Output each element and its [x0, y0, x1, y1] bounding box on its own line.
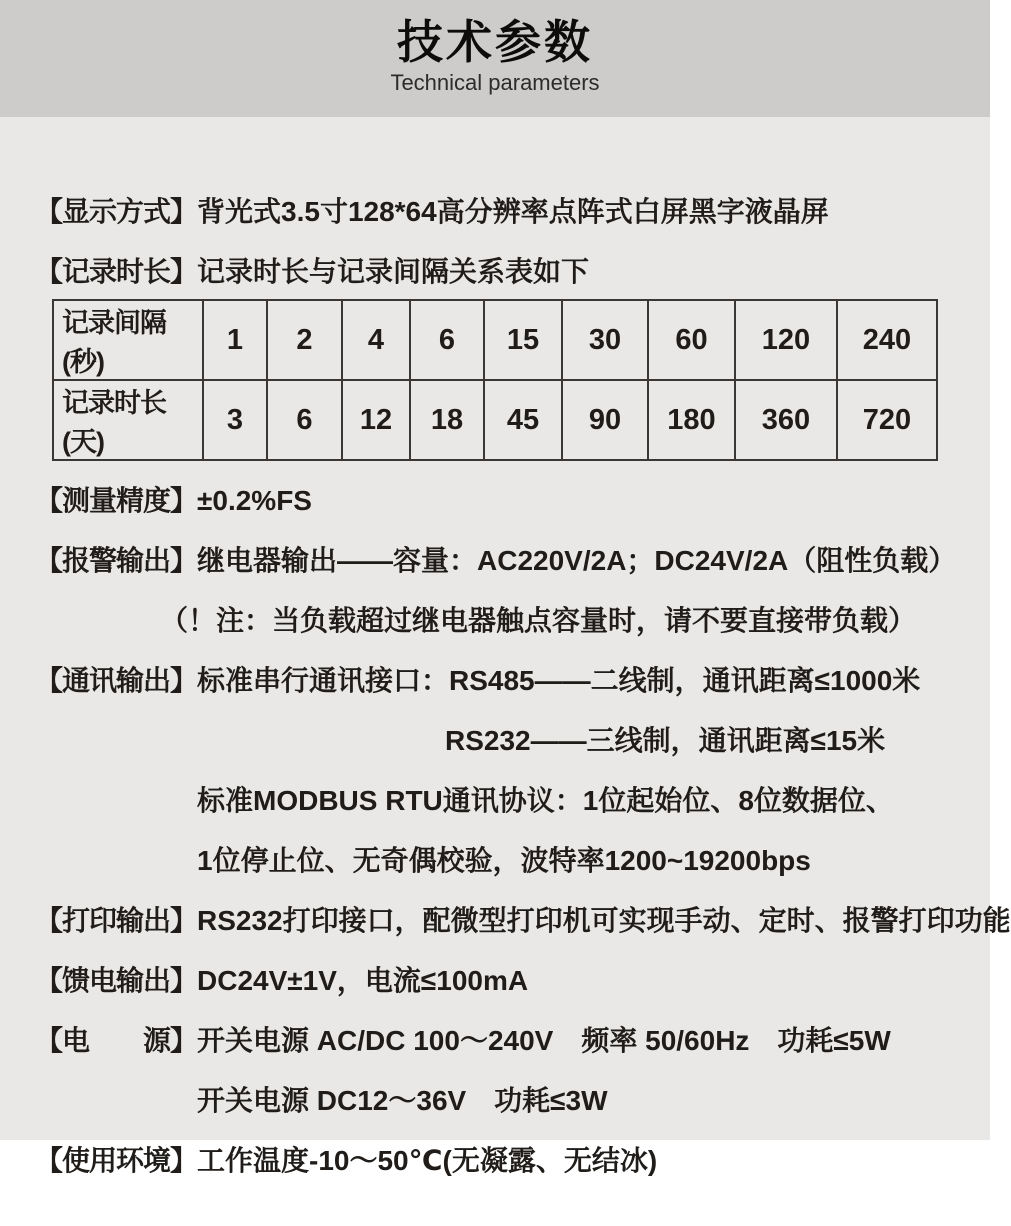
- table-cell: 6: [267, 380, 342, 460]
- spec-value: 记录时长与记录间隔关系表如下: [197, 256, 590, 287]
- spec-row-record: [35, 257, 955, 287]
- spec-note: （！注：当负载超过继电器触点容量时，请不要直接带负载）: [160, 605, 917, 636]
- table-cell: 240: [837, 300, 937, 380]
- table-cell: 3: [203, 380, 267, 460]
- spec-label: 【显示方式】: [35, 196, 198, 227]
- spec-list: [0, 117, 1011, 1226]
- spec-value: DC24V±1V，电流≤100mA: [197, 965, 529, 996]
- record-interval-table: [52, 299, 938, 461]
- table-cell: 15: [484, 300, 562, 380]
- spec-value: RS232打印接口，配微型打印机可实现手动、定时、报警打印功能: [197, 905, 1011, 936]
- table-cell: 90: [562, 380, 648, 460]
- spec-value: 1位停止位、无奇偶校验，波特率1200~19200bps: [197, 845, 811, 876]
- table-cell: 180: [648, 380, 735, 460]
- spec-label: 【记录时长】: [35, 256, 198, 287]
- spec-label: 【电 源】: [35, 1025, 198, 1056]
- spec-row-comm-modbus: [35, 786, 955, 816]
- page-subtitle: Technical parameters: [390, 70, 600, 95]
- spec-row-alarm-note: [35, 606, 955, 636]
- spec-label: 【使用环境】: [35, 1145, 198, 1176]
- spec-value: 标准MODBUS RTU通讯协议：1位起始位、8位数据位、: [197, 785, 894, 816]
- table-cell: 6: [410, 300, 484, 380]
- spec-value: RS232——三线制，通讯距离≤15米: [445, 725, 886, 756]
- table-cell: 360: [735, 380, 837, 460]
- page-title: 技术参数: [397, 16, 593, 68]
- spec-row-print: [35, 905, 1011, 936]
- table-row-header: 记录时长(天): [53, 380, 203, 460]
- table-cell: 45: [484, 380, 562, 460]
- table-cell: 30: [562, 300, 648, 380]
- spec-value: 标准串行通讯接口：RS485——二线制，通讯距离≤1000米: [197, 665, 921, 696]
- header-band: [0, 0, 990, 117]
- spec-row-power: [35, 1026, 955, 1056]
- table-cell: 18: [410, 380, 484, 460]
- table-cell: 1: [203, 300, 267, 380]
- spec-row-accuracy: [35, 486, 955, 516]
- spec-value: 工作温度-10～50℃(无凝露、无结冰): [197, 1145, 658, 1176]
- table-cell: 2: [267, 300, 342, 380]
- spec-row-env: [35, 1146, 955, 1176]
- spec-row-display: [35, 197, 955, 227]
- table-cell: 12: [342, 380, 410, 460]
- table-cell: 120: [735, 300, 837, 380]
- spec-value: ±0.2%FS: [197, 485, 312, 516]
- spec-row-alarm: [35, 546, 955, 576]
- table-cell: 60: [648, 300, 735, 380]
- spec-value: 开关电源 AC/DC 100～240V 频率 50/60Hz 功耗≤5W: [197, 1025, 891, 1056]
- spec-value: 继电器输出——容量：AC220V/2A；DC24V/2A（阻性负载）: [197, 545, 957, 576]
- spec-row-power-dc: [35, 1086, 955, 1116]
- spec-label: 【测量精度】: [35, 485, 198, 516]
- table-row: [53, 300, 937, 380]
- table-cell: 720: [837, 380, 937, 460]
- spec-row-comm-rs232: [35, 726, 955, 756]
- table-row: [53, 380, 937, 460]
- spec-label: 【通讯输出】: [35, 665, 198, 696]
- spec-label: 【报警输出】: [35, 545, 198, 576]
- spec-row-comm-stopbit: [35, 846, 955, 876]
- spec-label: 【打印输出】: [35, 905, 198, 936]
- table-cell: 4: [342, 300, 410, 380]
- spec-value: 开关电源 DC12～36V 功耗≤3W: [197, 1085, 608, 1116]
- spec-label: 【馈电输出】: [35, 965, 198, 996]
- spec-row-feed: [35, 966, 955, 996]
- spec-row-comm: [35, 666, 955, 696]
- spec-value: 背光式3.5寸128*64高分辨率点阵式白屏黑字液晶屏: [197, 196, 829, 227]
- table-row-header: 记录间隔(秒): [53, 300, 203, 380]
